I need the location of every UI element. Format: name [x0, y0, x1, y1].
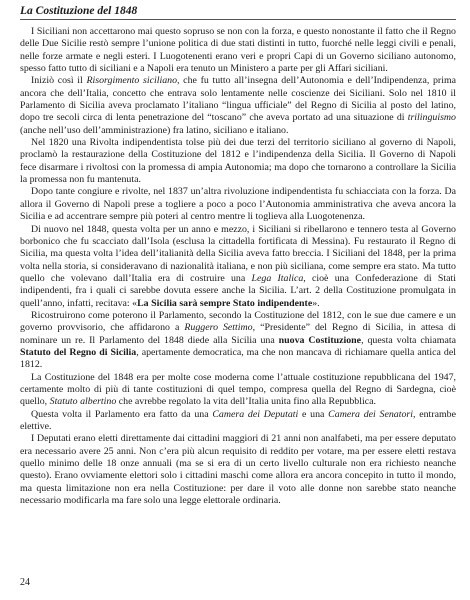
- text-run: e una: [298, 408, 329, 420]
- text-run: (anche nell’uso dell’amministrazione) fra latino, siciliano e italiano.: [20, 124, 289, 136]
- paragraph: [20, 75, 456, 137]
- bold-text: nuova Costituzione: [278, 334, 362, 346]
- text-run: Di nuovo nel 1848, questa volta per un anno e mezzo, i Siciliani si ribellarono e tennero testa al Governo borbonico che fu scacciato dall’Isola (esclusa la cittadella fortificata di Messina). Fu restaurato il Regno di Sicilia, ma questa volta l’idea dell’italianità della Sicilia aveva fatto breccia. I Siciliani del 1848, per la prima volta nella storia, si consideravano di nazionalità italiana, e non più siciliana, come sempre era stato. Ma tutto quello che volevano dall’Italia era di costruire una: [20, 223, 456, 284]
- text-run: Questa volta il Parlamento era fatto da una: [31, 408, 213, 420]
- text-run: , entrambe elettive.: [20, 408, 456, 432]
- text-run: I Siciliani non accettarono mai questo sopruso se non con la forza, e questo nonostante il fatto che il Regno delle Due Sicilie restò sempre l’unione politica di due stati distinti in tutto, fuorché nelle leggi civili e penali, nelle forze armate e negli esteri. I Luogotenenti erano veri e propri Capi di un Governo siciliano autonomo, spesso fatto tutto di siciliani e a Napoli era tenuto un Ministero a parte per gli Affari siciliani.: [20, 26, 456, 75]
- paragraph: [20, 26, 456, 75]
- paragraph: [20, 372, 456, 409]
- italic-text: Camera dei Deputati: [212, 408, 299, 420]
- text-run: , apertamente democratica, ma che non mancava di richiamare quella antica del 1812.: [20, 346, 456, 371]
- chapter-title: La Costituzione del 1848: [20, 5, 138, 17]
- paragraph: [20, 310, 456, 372]
- paragraph: [20, 186, 456, 223]
- text-run: , cioè una Confederazione di Stati indipendenti, fra i quali ci sarebbe dovuta essere anche la Sicilia. L’art. 2 della Costituzione promulgata in quell’anno, infatti, recitava: «: [20, 272, 456, 309]
- text-run: , “Presidente” del Regno di Sicilia, in attesa di nominare un re. Il Parlamento del 1848 diede alla Sicilia una: [20, 322, 456, 346]
- text-run: Ricostruirono come poterono il Parlamento, secondo la Costituzione del 1812, con le sue due camere e un governo provvisorio, che affidarono a: [20, 309, 456, 334]
- italic-text: Lega Italica: [251, 272, 304, 284]
- italic-text: Statuto albertino: [49, 396, 117, 408]
- text-run: Nel 1820 una Rivolta indipendentista tolse più dei due terzi del territorio siciliano al governo di Napoli, proclamò la restaurazione della Costituzione del 1812 e l’indipendenza della Sicilia. Il Governo di Napoli fece disarmare i rivoltosi con la promessa di ampia Autonomia; ma dopo che tornarono a controllare la Sicilia la promessa non fu mantenuta.: [20, 137, 456, 186]
- text-run: I Deputati erano eletti direttamente dai cittadini maggiori di 21 anni non analfabeti, ma per essere deputato era necessario avere 25 anni. Non c’era più alcun requisito di reddito per votare, ma per essere eletti restava quello minimo delle 18 onze annuali (ma se si era di un certo livello culturale non era richiesto neanche questo). Erano ovviamente elettori solo i cittadini maschi come allora era ancora concepito in tutto il mondo, ma questa limitazione non era nella Costituzione: per dare il voto alle donne non sarebbe stato neanche necessario modificarla ma fare solo una legge elettorale ordinaria.: [20, 433, 456, 507]
- text-run: ».: [312, 297, 320, 309]
- bold-text: La Sicilia sarà sempre Stato indipendente: [137, 297, 313, 309]
- text-run: che avrebbe regolato la vita dell’Italia unita fino alla Repubblica.: [116, 396, 376, 408]
- text-run: La Costituzione del 1848 era per molte cose moderna come l’attuale costituzione repubblicana del 1947, certamente molto di più di tante costituzioni di quel tempo, compresa quella del Regno di Sardegna, cioè quello,: [20, 371, 456, 408]
- text-run: Iniziò così il: [31, 75, 87, 87]
- paragraph: [20, 409, 456, 434]
- bold-text: Statuto del Regno di Sicilia: [20, 346, 137, 358]
- italic-text: trilinguismo: [407, 112, 456, 124]
- body-text: [20, 26, 456, 507]
- italic-text: Ruggero Settimo: [184, 322, 253, 334]
- italic-text: Camera dei Senatori: [328, 408, 414, 420]
- page-number: 24: [20, 577, 30, 588]
- paragraph: [20, 137, 456, 186]
- text-run: , che fu tutto all’insegna dell’Autonomia e dell’Indipendenza, prima ancora che dell’Italia, concetto che entrava solo lentamente nelle coscienze dei Siciliani. Solo nel 1810 il Parlamento di Sicilia aveva proclamato l’italiano “lingua ufficiale” del Regno di Sicilia al posto del latino, dopo tre secoli circa di lenta penetrazione del “toscano” che aveva portato ad una situazione di: [20, 75, 457, 124]
- running-header: [20, 4, 456, 20]
- text-run: Dopo tante congiure e rivolte, nel 1837 un’altra rivoluzione indipendentista fu schiacciata con la forza. Da allora il Governo di Napoli prese a togliere a poco a poco l’Autonomia amministrativa che aveva ancora la Sicilia e ad accentrare sempre più poteri al centro mentre li toglieva alla Luogotenenza.: [20, 186, 456, 223]
- paragraph: [20, 224, 456, 310]
- text-run: , questa volta chiamata: [361, 334, 456, 346]
- paragraph: [20, 433, 456, 507]
- italic-text: Risorgimento siciliano: [86, 75, 178, 87]
